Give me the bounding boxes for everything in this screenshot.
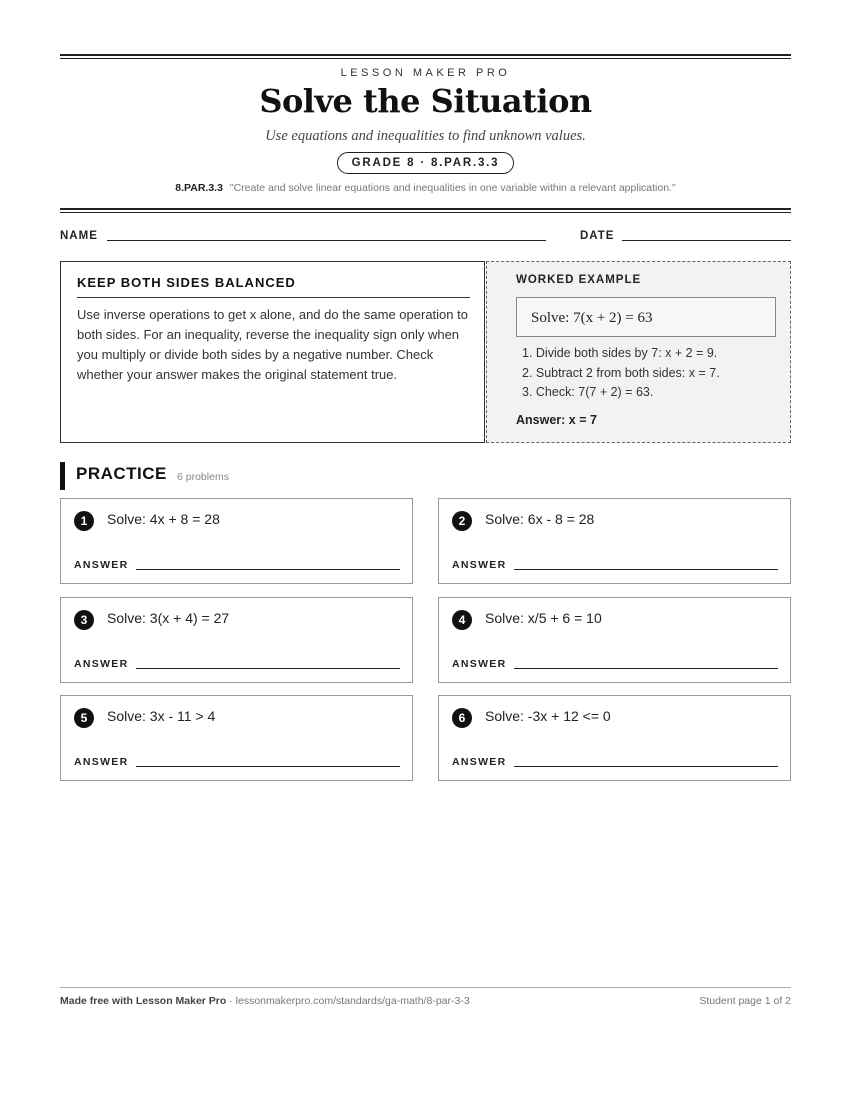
practice-count: 6 problems [177, 471, 229, 483]
answer-label: ANSWER [74, 756, 129, 768]
worked-example-answer: Answer: x = 7 [516, 413, 597, 427]
balance-text: Use inverse operations to get x alone, and do the same operation to both sides. For an inequality, reverse the inequality sign only when you multiply or divide both sides by a negative number. Check whether your answer makes the original statement true. [77, 307, 468, 382]
practice-title: PRACTICE [76, 464, 167, 483]
grade-pill: GRADE 8 · 8.PAR.3.3 [337, 152, 515, 174]
worked-step: 2. Subtract 2 from both sides: x = 7. [522, 365, 720, 380]
problem-number-badge: 2 [452, 511, 472, 531]
worked-example-heading: WORKED EXAMPLE [516, 274, 642, 286]
footer-url-link[interactable]: · lessonmakerpro.com/standards/ga-math/8-par-3-3 [226, 995, 470, 1007]
worked-step: 3. Check: 7(7 + 2) = 63. [522, 385, 654, 399]
problem-card-6 [438, 695, 791, 781]
problem-prompt: Solve: 3x - 11 > 4 [107, 708, 216, 724]
standard-line [60, 182, 791, 194]
footer-made-with: Made free with Lesson Maker Pro [60, 995, 227, 1007]
grade-pill-wrap [60, 152, 791, 174]
page-subtitle: Use equations and inequalities to find unknown values. [265, 128, 586, 144]
standard-code: 8.PAR.3.3 [175, 182, 223, 194]
worked-step: 1. Divide both sides by 7: x + 2 = 9. [522, 346, 718, 360]
problem-card-4 [438, 597, 791, 683]
brand-name: LESSON MAKER PRO [340, 67, 511, 79]
balance-tip-box [60, 261, 485, 443]
problem-number-badge: 4 [452, 610, 472, 630]
problem-prompt: Solve: x/5 + 6 = 10 [485, 610, 602, 626]
problem-number-badge: 5 [74, 708, 94, 728]
answer-label: ANSWER [452, 559, 507, 571]
answer-field[interactable] [514, 668, 778, 669]
date-label: DATE [580, 230, 615, 242]
problem-prompt: Solve: 6x - 8 = 28 [485, 511, 595, 527]
worked-example-box [486, 261, 791, 443]
problem-card-3 [60, 597, 413, 683]
footer-credit [60, 995, 470, 1007]
answer-field[interactable] [136, 569, 400, 570]
answer-label: ANSWER [74, 658, 129, 670]
worked-example-steps [522, 344, 720, 403]
problem-number-badge: 1 [74, 511, 94, 531]
name-label: NAME [60, 230, 98, 242]
standard-text: "Create and solve linear equations and inequalities in one variable within a relevant application." [229, 182, 676, 194]
page-title: Solve the Situation [259, 82, 592, 120]
balance-heading: KEEP BOTH SIDES BALANCED [77, 275, 470, 298]
answer-field[interactable] [514, 569, 778, 570]
header-top-rule [60, 54, 791, 59]
worksheet-page [60, 0, 791, 1100]
problem-card-2 [438, 498, 791, 584]
answer-field[interactable] [514, 766, 778, 767]
answer-label: ANSWER [452, 756, 507, 768]
problem-number-badge: 6 [452, 708, 472, 728]
problem-prompt: Solve: -3x + 12 <= 0 [485, 708, 611, 724]
problem-number-badge: 3 [74, 610, 94, 630]
footer-page-number: Student page 1 of 2 [699, 995, 791, 1007]
problem-card-1 [60, 498, 413, 584]
problem-prompt: Solve: 3(x + 4) = 27 [107, 610, 230, 626]
problem-card-5 [60, 695, 413, 781]
worked-example-equation: Solve: 7(x + 2) = 63 [516, 297, 776, 337]
answer-label: ANSWER [452, 658, 507, 670]
date-field[interactable] [622, 240, 791, 241]
problem-prompt: Solve: 4x + 8 = 28 [107, 511, 220, 527]
answer-field[interactable] [136, 668, 400, 669]
practice-accent-bar [60, 462, 65, 490]
name-field[interactable] [107, 240, 546, 241]
answer-field[interactable] [136, 766, 400, 767]
answer-label: ANSWER [74, 559, 129, 571]
footer-rule [60, 987, 791, 988]
header-bottom-rule [60, 208, 791, 213]
